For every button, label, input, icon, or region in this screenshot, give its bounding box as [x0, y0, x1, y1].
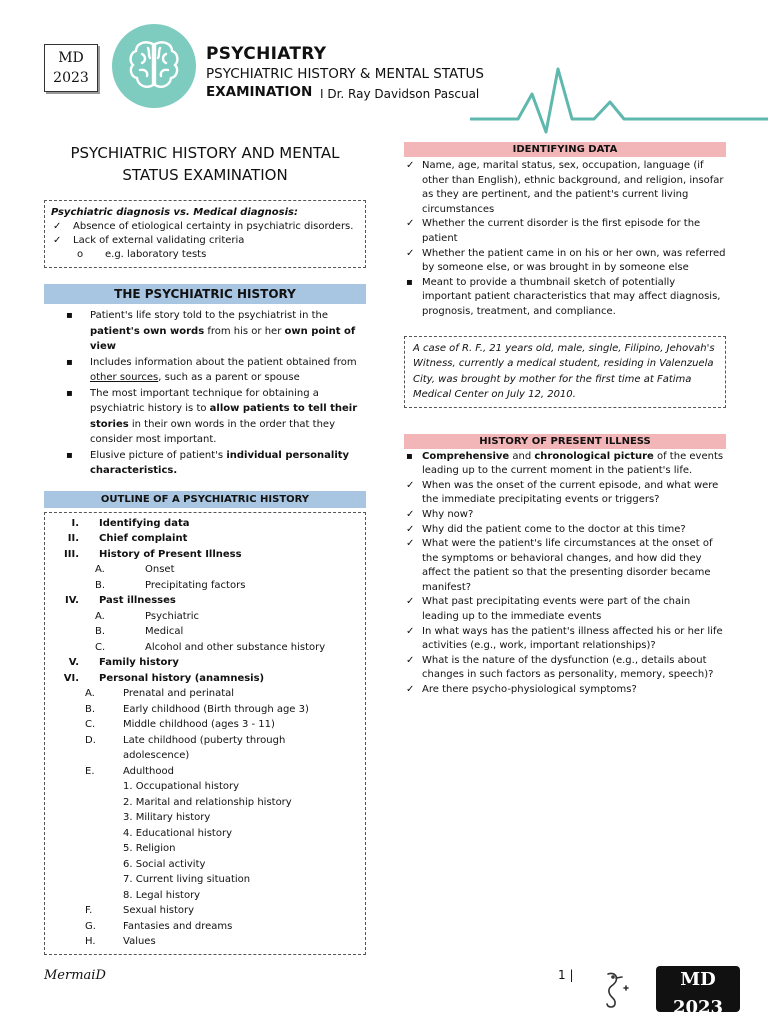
psychiatric-history-list [44, 308, 366, 479]
item-text: What were the patient's life circumstances at the onset of the symptoms or behavioral changes, and how did they affect the patient so that the presenting disorder became manifest? [422, 538, 713, 593]
item-text: of the events leading up to the current moment in the patient's life. [422, 450, 724, 477]
outline-text: 8. Legal history [123, 889, 201, 901]
outline-text: Onset [145, 564, 175, 575]
outline-row [45, 562, 365, 578]
check-icon: ✓ [406, 684, 415, 696]
item-text: Includes information about the patient obtained from [90, 356, 357, 368]
outline-row [45, 593, 365, 609]
item-text: In what ways has the patient's illness affected his or her life activities (e.g., work, important relationships)? [422, 625, 723, 652]
ecg-line-decoration [0, 64, 768, 134]
list-item [404, 654, 726, 683]
outline-text: Sexual history [123, 905, 195, 916]
outline-row [45, 826, 365, 842]
diagnosis-item-text: Lack of external validating criteria [73, 235, 245, 246]
item-text: in their own words in the order that they consider most important. [90, 418, 335, 445]
list-item [404, 523, 726, 538]
item-text: Elusive picture of patient's [90, 449, 227, 461]
circle-bullet-icon: o [77, 249, 84, 260]
square-bullet-icon: ▪ [66, 356, 73, 368]
list-item [404, 508, 726, 523]
outline-text: Fantasies and dreams [123, 920, 233, 932]
outline-row [45, 733, 365, 749]
outline-number: V. [68, 657, 79, 668]
page-title [44, 142, 366, 186]
outline-number: IV. [65, 595, 79, 606]
hpi-list [404, 450, 726, 698]
outline-text: History of Present Illness [99, 548, 242, 560]
item-text: Why did the patient come to the doctor at this time? [422, 523, 686, 535]
list-item [404, 217, 726, 246]
logo-tagline: Transcriptions [673, 1022, 723, 1030]
outline-row [45, 934, 365, 950]
list-item [404, 625, 726, 654]
diagnosis-subitem-text: e.g. laboratory tests [105, 249, 207, 260]
outline-number: G. [85, 920, 96, 932]
psychiatric-history-heading: THE PSYCHIATRIC HISTORY [44, 284, 366, 304]
outline-row [45, 702, 365, 718]
item-text: , such as a parent or spouse [158, 372, 300, 383]
list-item [44, 308, 366, 355]
list-item [44, 448, 366, 479]
outline-row [45, 531, 365, 547]
outline-text: 6. Social activity [123, 858, 206, 870]
item-text: Name, age, marital status, sex, occupation, language (if other than English), ethnic background, and religion, insofar as they are pertinent, and the patient's current living circumstances [422, 160, 724, 215]
check-icon: ✓ [406, 247, 415, 259]
outline-row [45, 919, 365, 935]
square-bullet-icon: ▪ [406, 450, 413, 462]
logo-text: MD 2023 [672, 969, 724, 1018]
check-icon: ✓ [406, 508, 415, 520]
page-title-line2: STATUS EXAMINATION [122, 166, 288, 184]
item-text: from his or her [204, 325, 285, 337]
outline-number: B. [95, 626, 106, 637]
check-icon: ✓ [406, 538, 415, 550]
outline-row [45, 841, 365, 857]
seahorse-icon [588, 968, 632, 1012]
outline-row [45, 872, 365, 888]
case-example-text: A case of R. F., 21 years old, male, single, Filipino, Jehovah's Witness, currently a medical student, residing in Valenzuela City, was brought by mother for the first time at Fatima Medical Center on July 12, 2010. [413, 342, 715, 401]
outline-text: 7. Current living situation [123, 874, 251, 885]
outline-row [45, 795, 365, 811]
outline-text: Medical [145, 626, 184, 637]
outline-number: VI. [63, 672, 79, 684]
item-text: Are there psycho-physiological symptoms? [422, 684, 637, 696]
hpi-heading: HISTORY OF PRESENT ILLNESS [404, 434, 726, 449]
outline-text: 2. Marital and relationship history [123, 796, 292, 808]
item-text: The most important technique for obtaining a psychiatric history is to [90, 387, 319, 414]
outline-row [45, 903, 365, 919]
item-text: Meant to provide a thumbnail sketch of potentially important patient characteristics that may affect diagnosis, prognosis, treatment, and compliance. [422, 276, 721, 317]
case-example-box [404, 336, 726, 408]
outline-row [45, 810, 365, 826]
left-column [44, 140, 366, 955]
item-text: Patient's life story told to the psychiatrist in the [90, 310, 329, 321]
outline-number: A. [95, 564, 105, 575]
outline-row [45, 609, 365, 625]
outline-number: B. [95, 579, 106, 591]
check-icon: ✓ [406, 596, 415, 608]
outline-row [45, 578, 365, 594]
outline-text: Family history [99, 657, 179, 668]
item-emphasis: allow patients to tell their stories [90, 403, 358, 430]
outline-number: D. [85, 734, 96, 746]
item-text: Whether the current disorder is the first episode for the patient [422, 218, 701, 244]
list-item [404, 450, 726, 479]
check-icon: ✓ [53, 221, 62, 232]
list-item [44, 355, 366, 386]
outline-number: C. [95, 641, 106, 653]
outline-number: III. [64, 548, 79, 560]
check-icon: ✓ [406, 523, 415, 535]
badge-line2: 2023 [53, 70, 89, 86]
outline-row [45, 671, 365, 687]
outline-number: E. [85, 765, 95, 777]
item-underline: other sources [90, 372, 159, 383]
item-text: What is the nature of the dysfunction (e.g., details about changes in such factors as personality, memory, speech)? [422, 654, 714, 681]
outline-row [45, 857, 365, 873]
square-bullet-icon: ▪ [66, 310, 73, 321]
list-item [404, 683, 726, 698]
square-bullet-icon: ▪ [406, 276, 413, 288]
md2023-transcriptions-logo [656, 966, 740, 1030]
outline-text: Values [123, 936, 156, 947]
outline-heading: OUTLINE OF A PSYCHIATRIC HISTORY [44, 491, 366, 508]
item-emphasis: chronological picture [534, 450, 654, 462]
outline-text: Adulthood [123, 765, 174, 777]
outline-row [45, 888, 365, 904]
outline-text: Precipitating factors [145, 579, 246, 591]
badge-line1: MD [58, 50, 84, 66]
list-item [404, 537, 726, 595]
diagnosis-item [51, 220, 359, 234]
outline-text: Early childhood (Birth through age 3) [123, 703, 309, 715]
item-emphasis: patient's own words [90, 325, 205, 337]
outline-number: F. [85, 905, 93, 916]
identifying-data-list [404, 159, 726, 320]
outline-row [45, 547, 365, 563]
outline-text: 1. Occupational history [123, 781, 240, 792]
lecture-title-line2: EXAMINATION [206, 84, 313, 100]
outline-text: Alcohol and other substance history [145, 641, 326, 653]
square-bullet-icon: ▪ [66, 449, 73, 461]
diagnosis-box-title: Psychiatric diagnosis vs. Medical diagnosis: [51, 207, 298, 218]
outline-row [45, 779, 365, 795]
list-item [404, 479, 726, 508]
lecturer-name: I Dr. Ray Davidson Pascual [320, 87, 480, 101]
square-bullet-icon: ▪ [66, 387, 73, 399]
outline-text: Past illnesses [99, 595, 176, 606]
outline-number: B. [85, 703, 96, 715]
item-emphasis: own point of view [90, 325, 356, 352]
list-item [404, 276, 726, 320]
item-emphasis: Comprehensive [422, 450, 510, 462]
lecture-title: PSYCHIATRIC HISTORY & MENTAL STATUS [206, 66, 484, 82]
outline-row [45, 748, 365, 764]
course-title: PSYCHIATRY [206, 44, 327, 64]
identifying-data-heading: IDENTIFYING DATA [404, 142, 726, 157]
page-number: 1 | [558, 968, 574, 982]
outline-text: Prenatal and perinatal [123, 688, 235, 699]
outline-row [45, 640, 365, 656]
check-icon: ✓ [406, 218, 415, 230]
outline-number: II. [67, 533, 79, 544]
check-icon: ✓ [406, 625, 415, 637]
outline-row [45, 655, 365, 671]
diagnosis-comparison-box [44, 200, 366, 268]
diagnosis-subitem [51, 248, 359, 262]
check-icon: ✓ [406, 479, 415, 491]
diagnosis-item-text: Absence of etiological certainty in psychiatric disorders. [73, 221, 354, 232]
outline-number: A. [85, 688, 95, 699]
outline-number: C. [85, 719, 96, 730]
list-item [404, 247, 726, 276]
outline-text: adolescence) [123, 750, 190, 761]
outline-text: Psychiatric [145, 610, 200, 622]
outline-text: Identifying data [99, 517, 190, 529]
outline-number: A. [95, 610, 105, 622]
outline-row [45, 717, 365, 733]
outline-row [45, 516, 365, 532]
outline-row [45, 686, 365, 702]
check-icon: ✓ [406, 160, 415, 171]
item-text: and [509, 450, 535, 462]
list-item [404, 595, 726, 624]
outline-row [45, 624, 365, 640]
list-item [404, 159, 726, 217]
right-column [404, 140, 726, 698]
outline-text: Late childhood (puberty through [123, 734, 286, 746]
outline-number: H. [85, 936, 96, 947]
outline-text: 5. Religion [123, 843, 176, 854]
item-text: When was the onset of the current episode, and what were the immediate precipitating events or triggers? [422, 479, 719, 506]
item-text: What past precipitating events were part of the chain leading up to the immediate events [422, 596, 691, 623]
outline-text: Middle childhood (ages 3 - 11) [123, 719, 275, 730]
item-emphasis: individual personality characteristics. [90, 449, 350, 476]
page-title-line1: PSYCHIATRIC HISTORY AND MENTAL [70, 144, 340, 162]
check-icon: ✓ [53, 235, 62, 246]
outline-text: 3. Military history [123, 812, 211, 823]
outline-text: Personal history (anamnesis) [99, 672, 265, 684]
outline-text: 4. Educational history [123, 827, 232, 839]
item-text: Why now? [422, 508, 474, 520]
outline-row [45, 764, 365, 780]
item-text: Whether the patient came in on his or her own, was referred by someone else, or was brought in by someone else [422, 247, 726, 274]
signature: MermaiD [44, 968, 106, 983]
outline-text: Chief complaint [99, 533, 188, 544]
diagnosis-item [51, 234, 359, 248]
check-icon: ✓ [406, 654, 415, 666]
list-item [44, 386, 366, 448]
outline-number: I. [71, 517, 79, 529]
outline-box [44, 512, 366, 955]
